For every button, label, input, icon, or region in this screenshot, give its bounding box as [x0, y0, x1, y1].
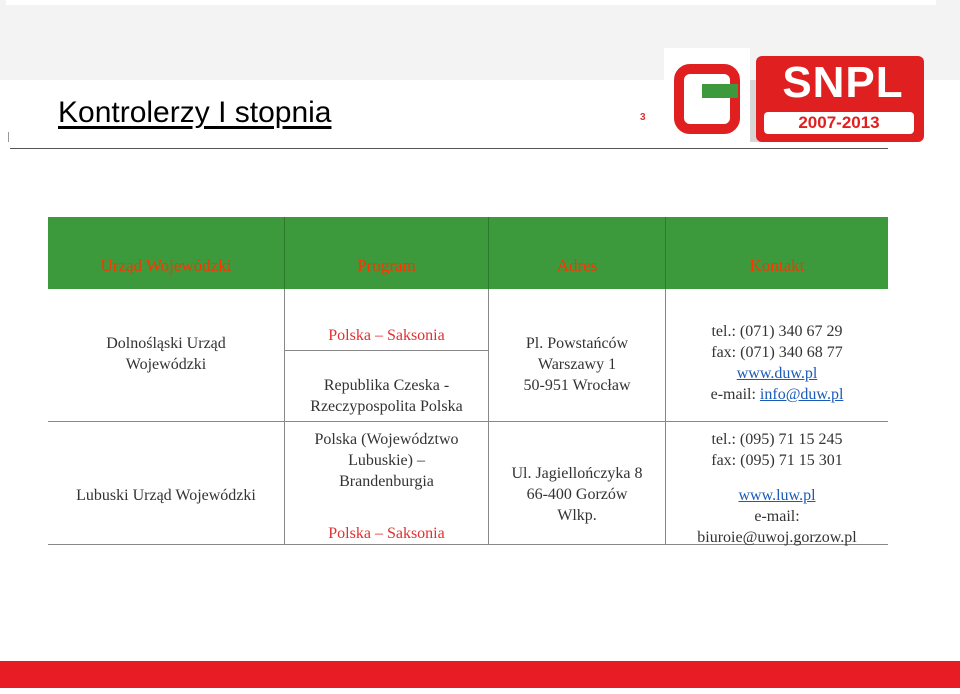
website-link[interactable]: www.duw.pl	[736, 365, 818, 382]
header-program: Program	[357, 256, 416, 275]
header-address: Adres	[556, 256, 598, 275]
table-row-office: Dolnośląski Urząd Wojewódzki	[106, 335, 226, 373]
fax: fax: (095) 71 15 301	[711, 452, 843, 469]
email-link[interactable]: info@duw.pl	[759, 386, 844, 403]
address: Ul. Jagiellończyka 8 66-400 Gorzów Wlkp.	[511, 465, 643, 524]
address: Pl. Powstańców Warszawy 1 50-951 Wrocław	[523, 335, 631, 394]
header-contact: Kontakt	[749, 256, 805, 275]
left-tick	[8, 132, 9, 142]
page-title: Kontrolerzy I stopnia	[58, 96, 332, 129]
header-office: Urząd Wojewódzki	[100, 256, 232, 275]
logo-brand: SNPL	[782, 58, 904, 107]
program-1: Polska (Województwo Lubuskie) – Brandenburgia	[314, 431, 459, 490]
footer-edge	[0, 688, 960, 694]
contact: tel.: (071) 340 67 29 fax: (071) 340 68 77 www.duw.pl e-mail: info@duw.pl	[666, 321, 888, 405]
snpl-logo	[664, 40, 928, 150]
program-divider	[285, 350, 488, 351]
row-divider	[48, 421, 888, 422]
table-header-row	[48, 217, 888, 289]
email-text[interactable]: biuroie@uwoj.gorzow.pl	[697, 529, 857, 546]
contact: tel.: (095) 71 15 245 fax: (095) 71 15 301 www.luw.pl e-mail: biuroie@uwoj.gorzow.pl	[666, 429, 888, 548]
logo-cross-icon	[664, 48, 750, 144]
phone: tel.: (095) 71 15 245	[711, 431, 843, 448]
program-2: Republika Czeska - Rzeczypospolita Polska	[310, 377, 463, 415]
website-link[interactable]: www.luw.pl	[738, 487, 816, 504]
program-1: Polska – Saksonia	[328, 327, 445, 344]
table-row-office: Lubuski Urząd Wojewódzki	[76, 487, 256, 504]
phone: tel.: (071) 340 67 29	[711, 323, 843, 340]
logo-years: 2007-2013	[764, 112, 914, 134]
program-2: Polska – Saksonia	[328, 525, 445, 542]
fax: fax: (071) 340 68 77	[711, 344, 843, 361]
top-band-strip	[6, 0, 936, 5]
slide-number: 3	[640, 112, 646, 123]
